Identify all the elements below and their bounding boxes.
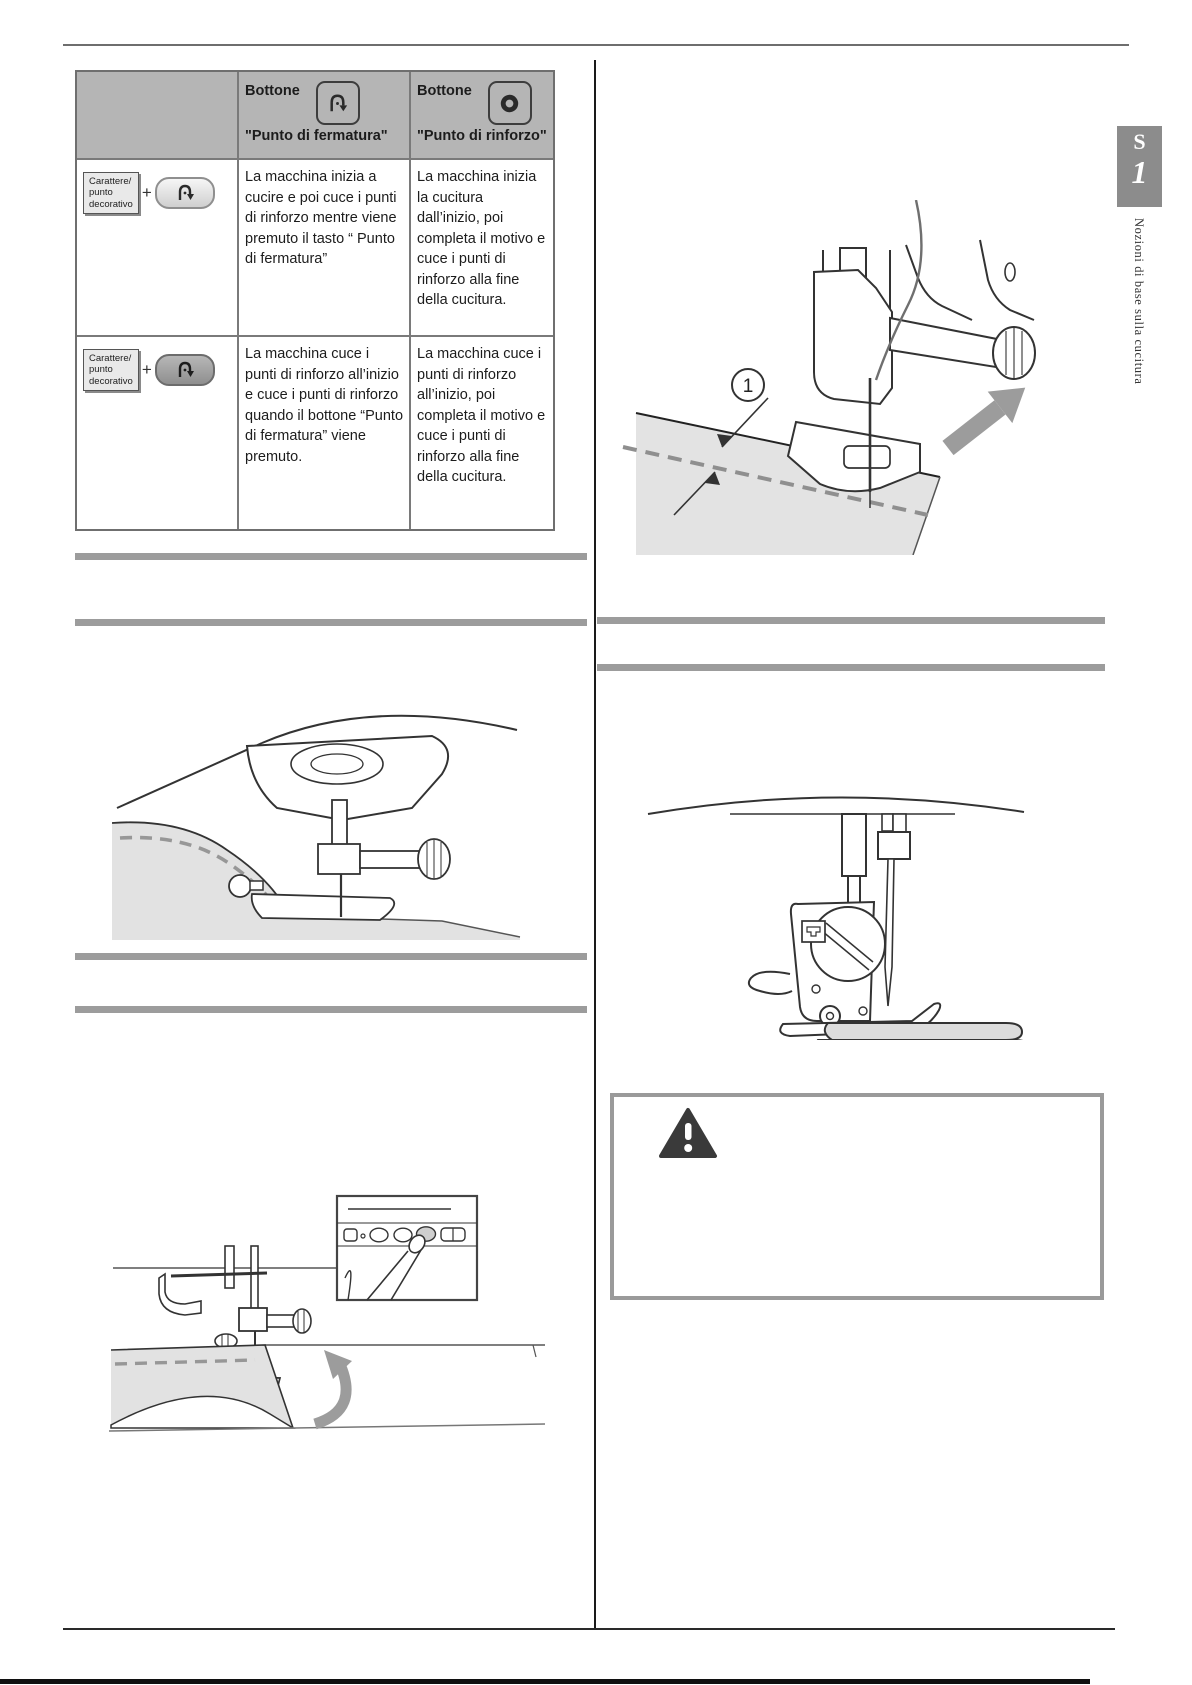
cell-rinforzo-row1: La macchina inizia la cucitura dall’inizio, poi completa il motivo e cuce i punti di rinforzo alla fine della cucitura. (409, 160, 553, 335)
header-label-rinforzo: Bottone (417, 83, 472, 99)
sewing-curved-seam-illustration (112, 688, 522, 940)
key-button-line: Carattere/ (89, 353, 132, 364)
table-header-fermatura (237, 72, 409, 158)
presser-foot (252, 894, 395, 920)
cell-fermatura-row1: La macchina inizia a cucire e poi cuce i punti di rinforzo mentre viene premuto il tasto “ Punto di fermatura” (237, 160, 409, 335)
panel-button (394, 1228, 412, 1242)
character-decorative-stitch-button (83, 349, 139, 391)
clamp-screw-knob (418, 839, 450, 879)
reinforcement-stitch-icon (488, 81, 532, 125)
folded-fabric (815, 1023, 1040, 1040)
header-top (245, 79, 403, 125)
reverse-button-press-illustration (105, 1098, 545, 1443)
chapter-tab-letter: S (1133, 129, 1146, 154)
thick-fabric-needle-illustration (630, 772, 1040, 1040)
header-caption-rinforzo: "Punto di rinforzo" (417, 128, 547, 145)
table-row (77, 158, 553, 335)
stitch-buttons-table (75, 70, 555, 531)
key-button-line: decorativo (89, 198, 133, 210)
header-top (417, 79, 547, 125)
key-combo (83, 349, 231, 391)
panel-button (370, 1228, 388, 1242)
reverse-stitch-icon (316, 81, 360, 125)
chapter-vertical-label: Nozioni di base sulla cucitura (1132, 218, 1146, 385)
table-row (77, 335, 553, 529)
plus-sign: + (141, 360, 152, 380)
needle (885, 859, 894, 1006)
key-combo (83, 172, 231, 214)
section-bar (75, 553, 587, 560)
lift-arrow (315, 1350, 352, 1424)
top-rule (63, 44, 1129, 46)
key-button-line: Carattere/ (89, 176, 132, 187)
section-bar (75, 953, 587, 960)
key-cell-row2 (77, 337, 237, 529)
page-bottom-edge (0, 1679, 1090, 1684)
section-bar (597, 617, 1105, 624)
seam-marker-number: 1 (742, 376, 754, 397)
warning-icon (658, 1107, 718, 1159)
footer-rule (63, 1628, 1115, 1630)
clamp-screw-knob (993, 327, 1035, 379)
header-caption-fermatura: "Punto di fermatura" (245, 128, 388, 145)
key-cell-row1 (77, 160, 237, 335)
thumb-screw (811, 907, 885, 981)
section-bar (75, 1006, 587, 1013)
character-decorative-stitch-button (83, 172, 139, 214)
section-bar (597, 664, 1105, 671)
table-header-empty-cell (77, 72, 237, 158)
chapter-tab (1117, 126, 1162, 207)
table-header-rinforzo (409, 72, 553, 158)
chapter-tab-number: 1 (1131, 154, 1148, 190)
header-label-fermatura: Bottone (245, 83, 300, 99)
key-button-line: decorativo (89, 375, 133, 387)
plus-sign: + (141, 183, 152, 203)
sewing-direction-arrow (936, 372, 1038, 464)
key-button-line: punto (89, 187, 113, 199)
control-panel-inset (337, 1196, 477, 1300)
caution-box (610, 1093, 1104, 1300)
seam-allowance-illustration (618, 200, 1043, 555)
table-header-row (77, 72, 553, 158)
panel-button (344, 1229, 357, 1241)
reverse-stitch-oval-button-pressed (155, 354, 215, 386)
reverse-stitch-oval-button (155, 177, 215, 209)
column-divider (594, 60, 596, 1629)
cell-fermatura-row2: La macchina cuce i punti di rinforzo all’inizio e cuce i punti di rinforzo quando il bottone “Punto di fermatura” viene premuto. (237, 337, 409, 529)
key-button-line: punto (89, 364, 113, 376)
cell-rinforzo-row2: La macchina cuce i punti di rinforzo all’inizio, poi completa il motivo e cuce i punti di rinforzo alla fine della cucitura. (409, 337, 553, 529)
section-bar (75, 619, 587, 626)
foot-holder (814, 270, 892, 404)
